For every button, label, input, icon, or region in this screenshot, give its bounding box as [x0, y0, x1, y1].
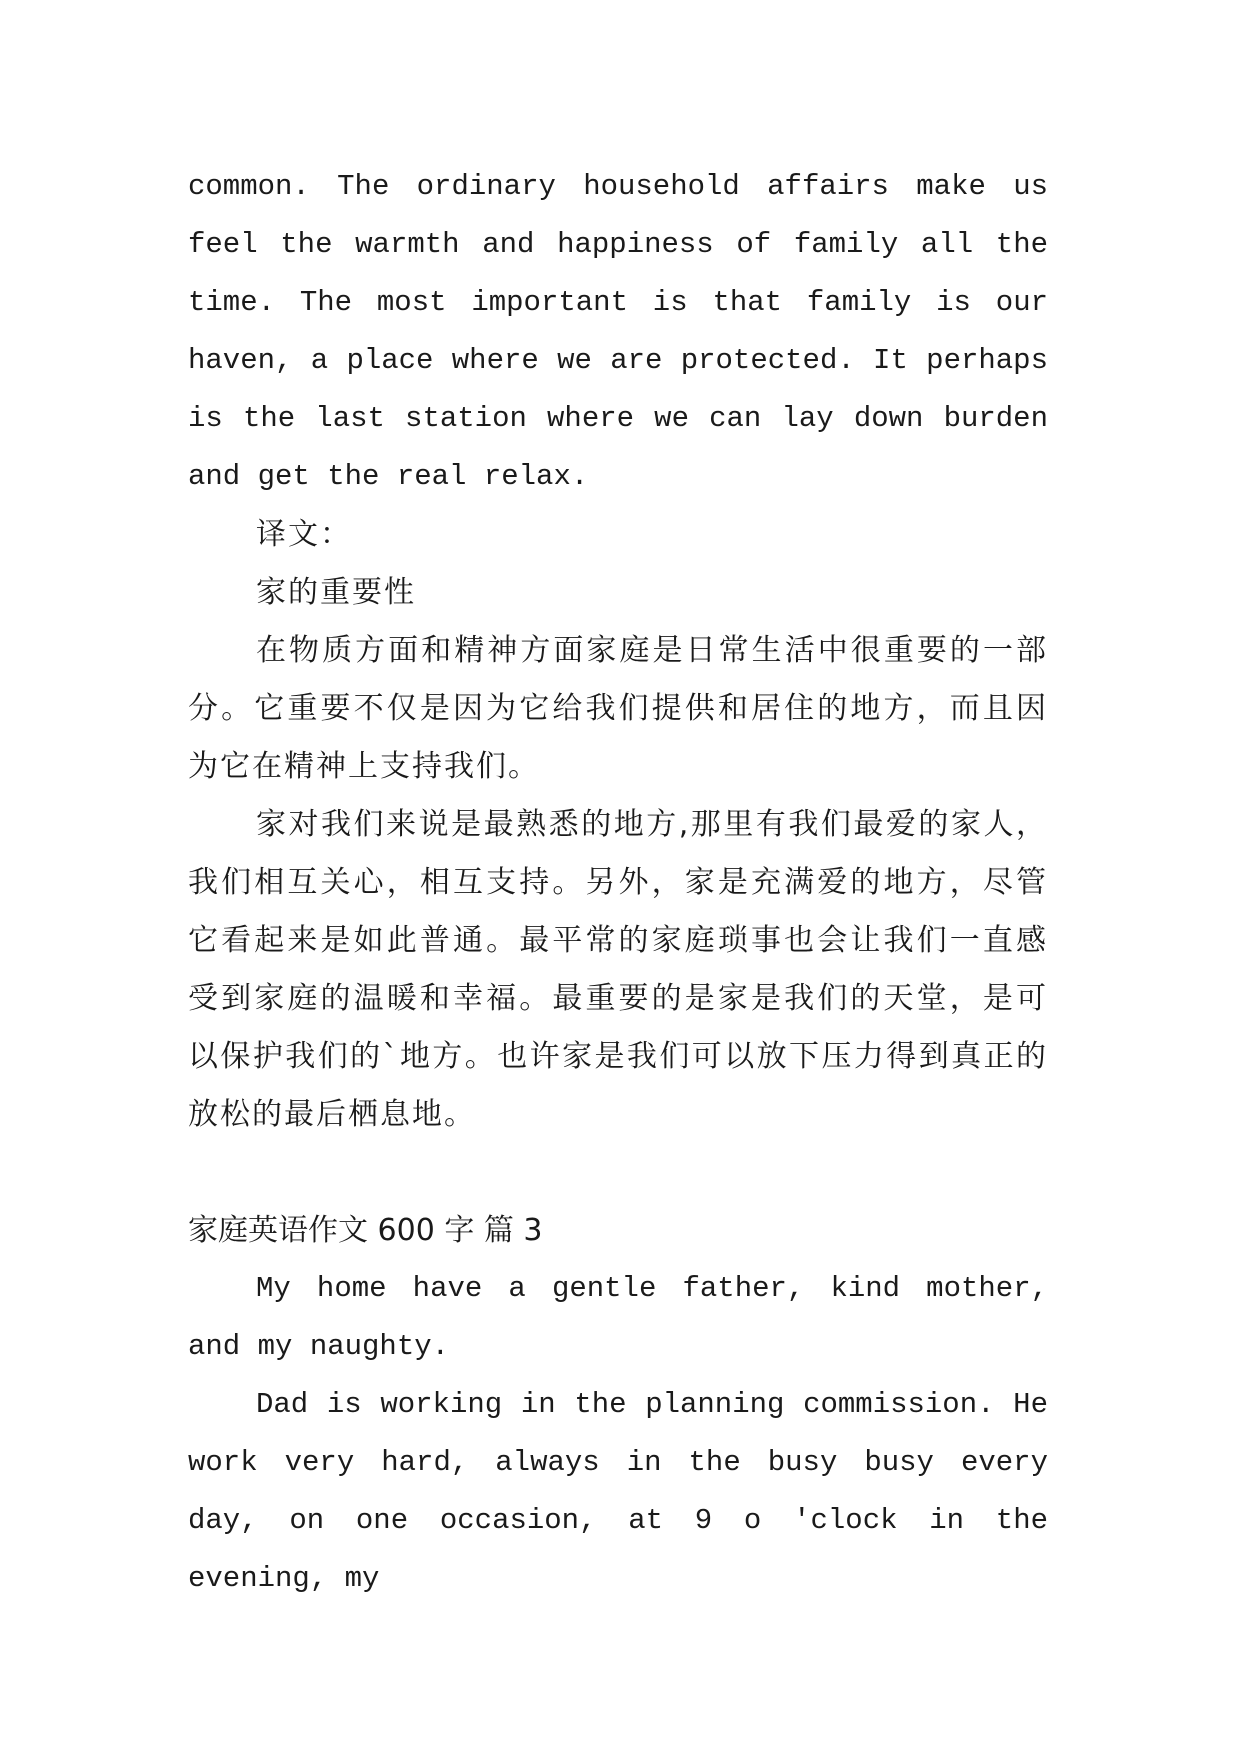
- section-heading: 家庭英语作文 600 字 篇 3: [188, 1213, 543, 1248]
- english-paragraph: common. The ordinary household affairs make us feel the warmth and happiness of family all the time. The most important is that family is our haven, a place where we are protected. It perhaps is the last station where we can lay down burden and get the real relax.: [188, 170, 1048, 493]
- translation-label: 译文：: [256, 517, 352, 552]
- page-content: [188, 158, 1048, 1608]
- chinese-paragraph: 家对我们来说是最熟悉的地方,那里有我们最爱的家人，我们相互关心，相互支持。另外，家是充满爱的地方，尽管它看起来是如此普通。最平常的家庭琐事也会让我们一直感受到家庭的温暖和幸福。最重要的是家是我们的天堂，是可以保护我们的`地方。也许家是我们可以放下压力得到真正的放松的最后栖息地。: [188, 807, 1048, 1132]
- english-paragraph: My home have a gentle father, kind mother, and my naughty.: [188, 1272, 1048, 1363]
- section-spacer: [188, 1144, 1048, 1202]
- chinese-paragraph: 在物质方面和精神方面家庭是日常生活中很重要的一部分。它重要不仅是因为它给我们提供和居住的地方，而且因为它在精神上支持我们。: [188, 633, 1048, 784]
- english-paragraph: Dad is working in the planning commission. He work very hard, always in the busy busy every day, on one occasion, at 9 o 'clock in the evening, my: [188, 1388, 1048, 1595]
- translation-title: 家的重要性: [256, 575, 416, 610]
